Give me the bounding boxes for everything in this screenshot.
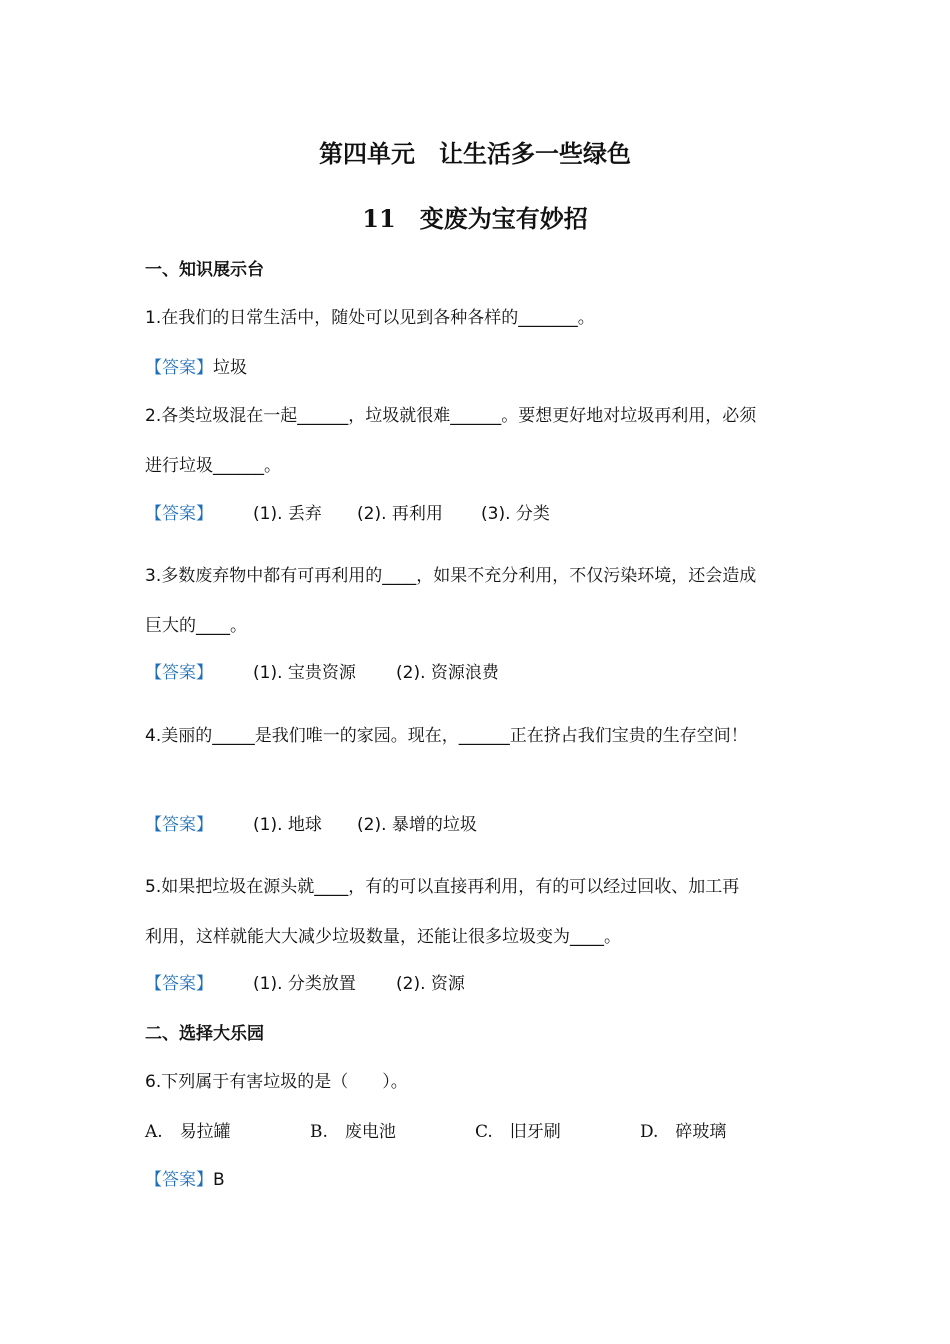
answer-tag: 【答案】: [145, 358, 213, 378]
answer-4: [145, 810, 213, 835]
answer-6-text: B: [213, 1170, 225, 1190]
lesson-title: 11 变废为宝有妙招: [362, 204, 588, 233]
question-1: 1.在我们的日常生活中，随处可以见到各种各样的_______。: [145, 308, 595, 328]
question-3-line-2: 巨大的____。: [145, 616, 247, 636]
question-5-line-2: 利用，这样就能大大减少垃圾数量，还能让很多垃圾变为____。: [145, 927, 621, 947]
question-5-line-1: 5.如果把垃圾在源头就____，有的可以直接再利用，有的可以经过回收、加工再: [145, 877, 740, 897]
question-3-line-1: 3.多数废弃物中都有可再利用的____，如果不充分利用，不仅污染环境，还会造成: [145, 566, 757, 586]
answer-2: [145, 499, 213, 524]
answer-1-text: 垃圾: [213, 358, 247, 378]
answer-6: [145, 1165, 225, 1190]
answer-3-item-1: (1). 宝贵资源: [253, 663, 356, 683]
answer-tag: 【答案】: [145, 1170, 213, 1190]
answer-tag: 【答案】: [145, 974, 213, 994]
answer-5-item-2: (2). 资源: [396, 974, 465, 994]
answer-tag: 【答案】: [145, 663, 213, 683]
answer-1: [145, 353, 247, 378]
section-heading-2: 二、选择大乐园: [145, 1024, 264, 1044]
option-c: C. 旧牙刷: [475, 1122, 561, 1142]
answer-5-item-1: (1). 分类放置: [253, 974, 356, 994]
answer-tag: 【答案】: [145, 504, 213, 524]
answer-2-item-2: (2). 再利用: [357, 504, 443, 524]
question-2-line-2: 进行垃圾______。: [145, 456, 281, 476]
unit-title: 第四单元 让生活多一些绿色: [319, 139, 631, 168]
answer-3: [145, 658, 213, 683]
option-b: B. 废电池: [310, 1122, 396, 1142]
answer-tag: 【答案】: [145, 815, 213, 835]
answer-5: [145, 969, 213, 994]
answer-2-item-1: (1). 丢弃: [253, 504, 322, 524]
answer-4-item-2: (2). 暴增的垃圾: [357, 815, 477, 835]
answer-2-item-3: (3). 分类: [481, 504, 550, 524]
section-heading-1: 一、知识展示台: [145, 260, 264, 280]
question-2-line-1: 2.各类垃圾混在一起______，垃圾就很难______。要想更好地对垃圾再利用，必须: [145, 406, 757, 426]
answer-3-item-2: (2). 资源浪费: [396, 663, 499, 683]
answer-4-item-1: (1). 地球: [253, 815, 322, 835]
question-6: 6.下列属于有害垃圾的是（ ）。: [145, 1072, 408, 1092]
question-4: 4.美丽的_____是我们唯一的家园。现在，______正在挤占我们宝贵的生存空间！: [145, 726, 748, 746]
option-d: D. 碎玻璃: [640, 1122, 727, 1142]
option-a: A. 易拉罐: [145, 1122, 231, 1142]
